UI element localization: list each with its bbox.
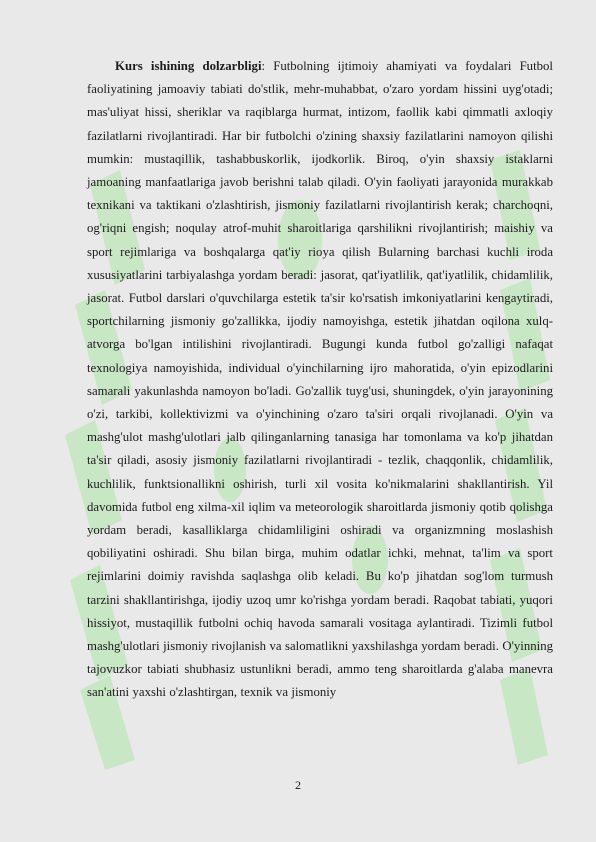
paragraph-text: : Futbolning ijtimoiy ahamiyati va foydalari Futbol faoliyatining jamoaviy tabiati do'stlik, mehr-muhabbat, o'zaro yordam hissini uyg'otadi; mas'uliyat hissi, sheriklar va raqiblarga hurmat, intizom, faollik kabi qimmatli axloqiy fazilatlarni rivojlantiradi. Har bir futbolchi o'zining shaxsiy fazilatlarini namoyon qilishi mumkin: mustaqillik, tashabbuskorlik, ijodkorlik. Biroq, o'yin shaxsiy istaklarni jamoaning manfaatlariga javob berishni talab qiladi. O'yin faoliyati jarayonida murakkab texnikani va taktikani o'zlashtirish, jismoniy fazilatlarni rivojlantirish kerak; charchoqni, og'riqni engish; noqulay atrof-muhit sharoitlariga qarshilikni rivojlantirish; maishiy va sport rejimlariga va boshqalarga qat'iy rioya qilish Bularning barchasi kuchli iroda xususiyatlarini tarbiyalashga yordam beradi: jasorat, qat'iyatlilik, qat'iyatlilik, chidamlilik, jasorat. Futbol darslari o'quvchilarga estetik ta'sir ko'rsatish imkoniyatlarini kengaytiradi, sportchilarning jismoniy go'zallikka, ijodiy namoyishga, estetik jihatdan oqilona xulq-atvorga bo'lgan intilishini rivojlantiradi. Bugungi kunda futbol go'zalligi nafaqat texnologiya namoyishida, individual o'yinchilarning ijro mahoratida, o'yin epizodlarini samarali yakunlashda namoyon bo'ladi. Go'zallik tuyg'usi, shuningdek, o'yin jarayonining o'zi, tarkibi, kollektivizmi va o'yinchining o'zaro ta'siri orqali rivojlanadi. O'yin va mashg'ulot mashg'ulotlari jalb qilinganlarning tanasiga har tomonlama va ko'p jihatdan ta'sir qiladi, asosiy jismoniy fazilatlarni rivojlantiradi - tezlik, chaqqonlik, chidamlilik, kuchlilik, funktsionallikni oshirish, turli xil vosita ko'nikmalarini shakllantirish. Yil davomida futbol eng xilma-xil iqlim va meteorologik sharoitlarda jismoniy qotib qolishga yordam beradi, kasalliklarga chidamliligini oshiradi va organizmning moslashish qobiliyatini oshiradi. Shu bilan birga, muhim odatlar ichki, mehnat, ta'lim va sport rejimlarini doimiy ravishda saqlashga olib keladi. Bu ko'p jihatdan sog'lom turmush tarzini shakllantirishga, ijodiy uzoq umr ko'rishga yordam beradi. Raqobat tabiati, yuqori hissiyot, mustaqillik futbolni ochiq havoda samarali vositaga aylantiradi. Tizimli futbol mashg'ulotlari jismoniy rivojlanish va salomatlikni yaxshilashga yordam beradi. O'yinning tajovuzkor tabiati shubhasiz ustunlikni beradi, ammo teng sharoitlarda g'alaba manevra san'atini yaxshi o'zlashtirgan, texnik va jismoniy — [87, 59, 553, 700]
body-text — [87, 55, 553, 705]
page-number: 2 — [295, 778, 301, 792]
section-heading: Kurs ishining dolzarbligi — [115, 59, 262, 73]
paragraph — [87, 55, 553, 705]
